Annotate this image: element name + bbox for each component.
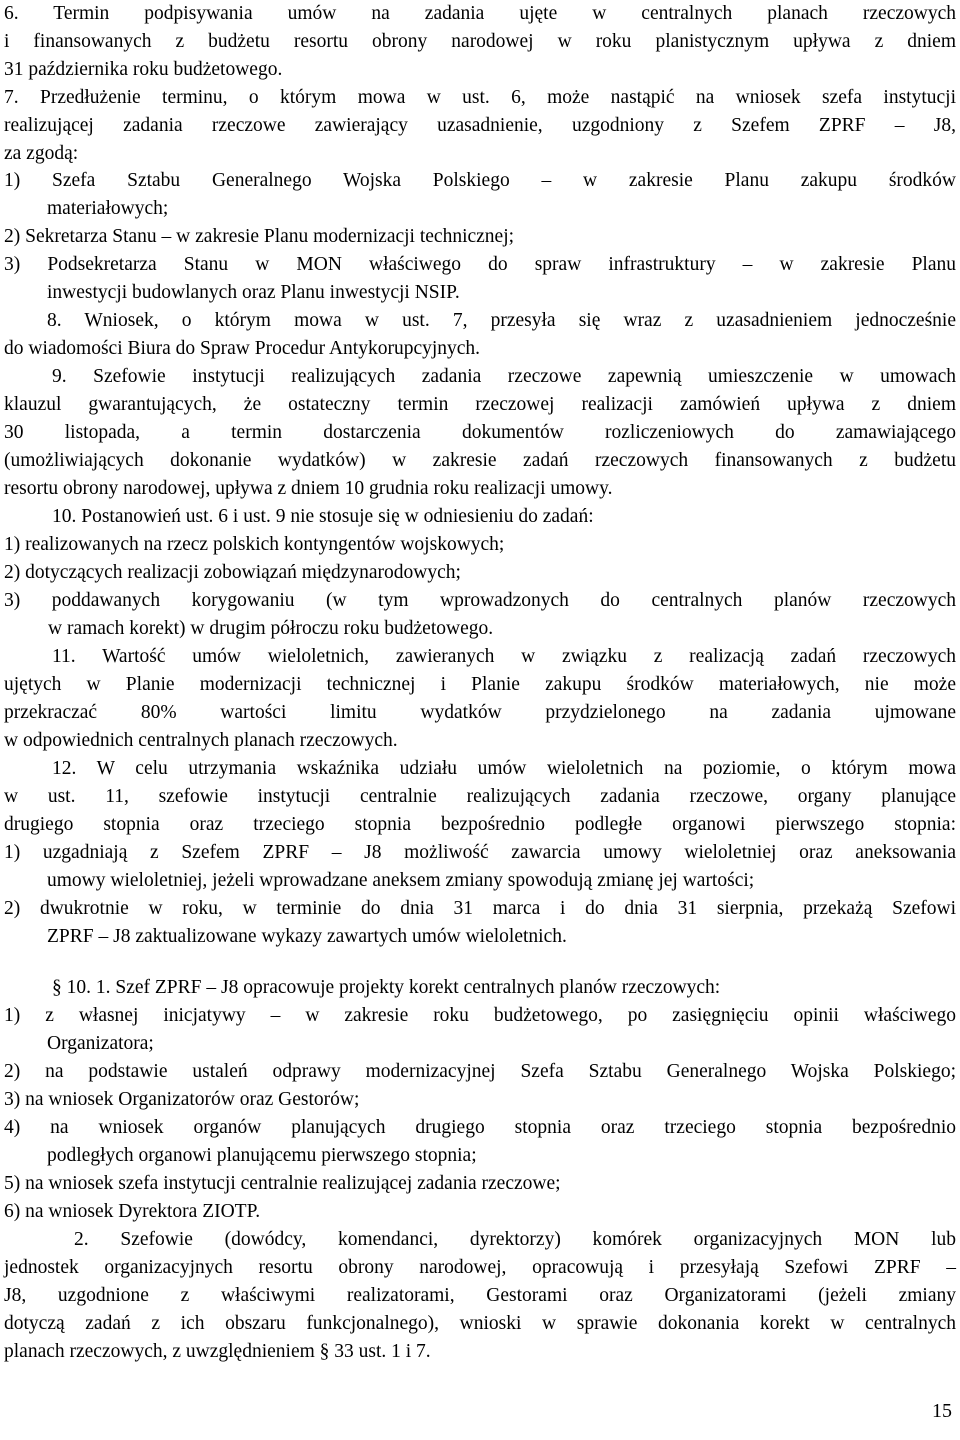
text-line: i finansowanych z budżetu resortu obrony narodowej w roku planistycznym upływa z dniem xyxy=(4,31,956,52)
text-line: jednostek organizacyjnych resortu obrony narodowej, opracowują i przesyłają Szefowi ZPRF – xyxy=(4,1257,956,1278)
text-line: za zgodą: xyxy=(4,143,79,164)
text-line: 8. Wniosek, o którym mowa w ust. 7, przesyła się wraz z uzasadnieniem jednocześnie xyxy=(47,310,956,331)
text-line: w ust. 11, szefowie instytucji centralnie realizujących zadania rzeczowe, organy planujące xyxy=(4,786,956,807)
text-line: 11. Wartość umów wieloletnich, zawieranych w związku z realizacją zadań rzeczowych xyxy=(52,646,956,667)
text-line: przekraczać 80% wartości limitu wydatków przydzielonego na zadania ujmowane xyxy=(4,702,956,723)
list-item: 3) poddawanych korygowaniu (w tym wprowadzonych do centralnych planów rzeczowych xyxy=(4,590,956,611)
text-line: klauzul gwarantujących, że ostateczny termin rzeczowej realizacji zamówień upływa z dniem xyxy=(4,394,956,415)
text-line: J8, uzgodnione z właściwymi realizatorami, Gestorami oraz Organizatorami (jeżeli zmiany xyxy=(4,1285,956,1306)
list-item: 1) uzgadniają z Szefem ZPRF – J8 możliwość zawarcia umowy wieloletniej oraz aneksowania xyxy=(4,842,956,863)
text-line: 30 listopada, a termin dostarczenia dokumentów rozliczeniowych do zamawiającego xyxy=(4,422,956,443)
text-line: w odpowiednich centralnych planach rzeczowych. xyxy=(4,730,398,751)
text-line: drugiego stopnia oraz trzeciego stopnia bezpośrednio podległe organowi pierwszego stopnia: xyxy=(4,814,956,835)
list-item: 1) realizowanych na rzecz polskich kontyngentów wojskowych; xyxy=(4,534,505,555)
text-line: (umożliwiających dokonanie wydatków) w zakresie zadań rzeczowych finansowanych z budżetu xyxy=(4,450,956,471)
text-line: 6. Termin podpisywania umów na zadania ujęte w centralnych planach rzeczowych xyxy=(4,3,956,24)
text-line: dotyczą zadań z ich obszaru funkcjonalnego), wnioski w sprawie dokonania korekt w centralnych xyxy=(4,1313,956,1334)
text-line: 7. Przedłużenie terminu, o którym mowa w ust. 6, może nastąpić na wniosek szefa instytucji xyxy=(4,87,956,108)
page-number: 15 xyxy=(932,1400,952,1422)
list-item: 2) na podstawie ustaleń odprawy modernizacyjnej Szefa Sztabu Generalnego Wojska Polskiego; xyxy=(4,1061,956,1082)
text-line: 2. Szefowie (dowódcy, komendanci, dyrektorzy) komórek organizacyjnych MON lub xyxy=(74,1229,956,1250)
list-item: 3) Podsekretarza Stanu w MON właściwego do spraw infrastruktury – w zakresie Planu xyxy=(4,254,956,275)
list-item: 2) Sekretarza Stanu – w zakresie Planu modernizacji technicznej; xyxy=(4,226,515,247)
list-item-continuation: w ramach korekt) w drugim półroczu roku budżetowego. xyxy=(48,618,494,639)
list-item: 5) na wniosek szefa instytucji centralnie realizującej zadania rzeczowe; xyxy=(4,1173,561,1194)
list-item-continuation: podległych organowi planującemu pierwszego stopnia; xyxy=(47,1145,477,1166)
list-item-continuation: umowy wieloletniej, jeżeli wprowadzane aneksem zmiany spowodują zmianę jej wartości; xyxy=(47,870,755,891)
text-line: resortu obrony narodowej, upływa z dniem 10 grudnia roku realizacji umowy. xyxy=(4,478,613,499)
text-line: planach rzeczowych, z uwzględnieniem § 33 ust. 1 i 7. xyxy=(4,1341,431,1362)
list-item-continuation: Organizatora; xyxy=(47,1033,154,1054)
list-item: 4) na wniosek organów planujących drugiego stopnia oraz trzeciego stopnia bezpośrednio xyxy=(4,1117,956,1138)
list-item: 1) z własnej inicjatywy – w zakresie roku budżetowego, po zasięgnięciu opinii właściwego xyxy=(4,1005,956,1026)
text-line: 9. Szefowie instytucji realizujących zadania rzeczowe zapewnią umieszczenie w umowach xyxy=(52,366,956,387)
list-item: 2) dotyczących realizacji zobowiązań międzynarodowych; xyxy=(4,562,461,583)
text-line: 12. W celu utrzymania wskaźnika udziału umów wieloletnich na poziomie, o którym mowa xyxy=(52,758,956,779)
list-item: 3) na wniosek Organizatorów oraz Gestorów; xyxy=(4,1089,360,1110)
text-line: 31 października roku budżetowego. xyxy=(4,59,283,80)
list-item: 6) na wniosek Dyrektora ZIOTP. xyxy=(4,1201,261,1222)
text-line: 10. Postanowień ust. 6 i ust. 9 nie stosuje się w odniesieniu do zadań: xyxy=(52,506,594,527)
list-item: 2) dwukrotnie w roku, w terminie do dnia 31 marca i do dnia 31 sierpnia, przekażą Szefowi xyxy=(4,898,956,919)
section-heading: § 10. 1. Szef ZPRF – J8 opracowuje projekty korekt centralnych planów rzeczowych: xyxy=(52,977,721,998)
list-item-continuation: ZPRF – J8 zaktualizowane wykazy zawartych umów wieloletnich. xyxy=(47,926,567,947)
list-item: 1) Szefa Sztabu Generalnego Wojska Polskiego – w zakresie Planu zakupu środków xyxy=(4,170,956,191)
list-item-continuation: inwestycji budowlanych oraz Planu inwestycji NSIP. xyxy=(47,282,460,303)
text-line: do wiadomości Biura do Spraw Procedur Antykorupcyjnych. xyxy=(4,338,481,359)
text-line: realizującej zadania rzeczowe zawierający uzasadnienie, uzgodniony z Szefem ZPRF – J8, xyxy=(4,115,956,136)
text-line: ujętych w Planie modernizacji technicznej i Planie zakupu środków materiałowych, nie może xyxy=(4,674,956,695)
list-item-continuation: materiałowych; xyxy=(47,198,169,219)
